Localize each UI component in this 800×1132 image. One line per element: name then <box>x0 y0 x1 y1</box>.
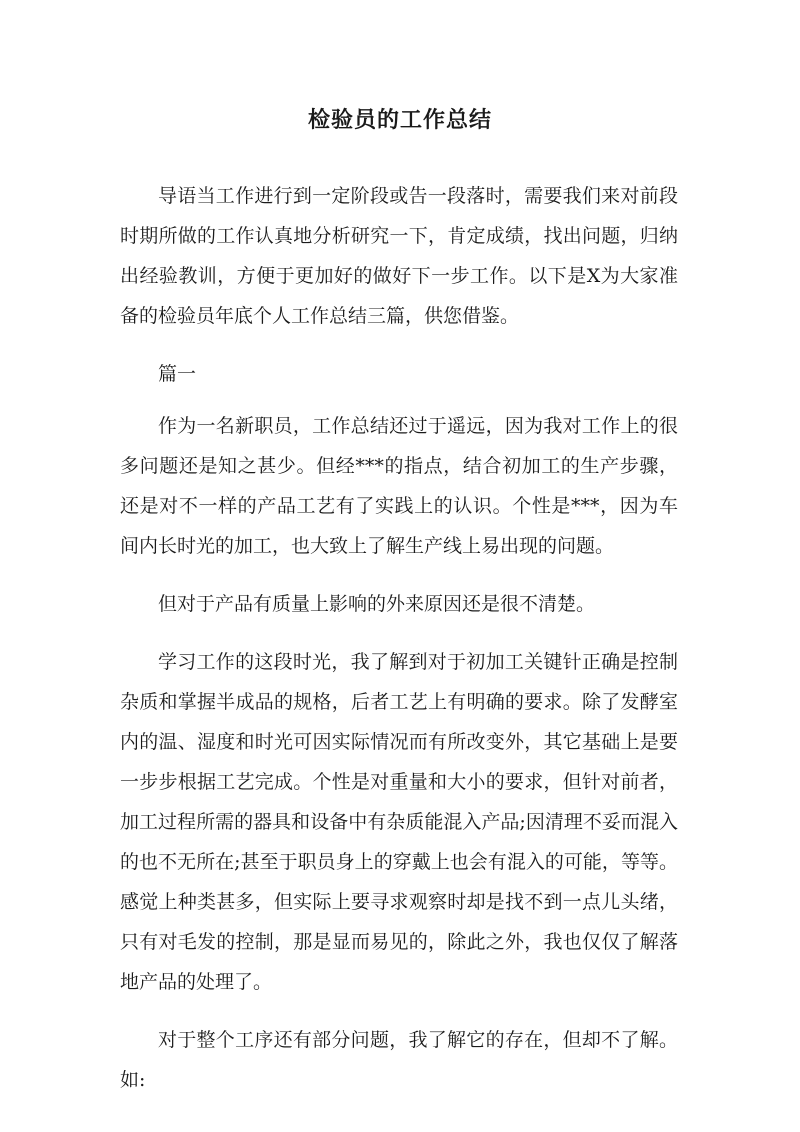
document-body <box>120 176 678 1118</box>
section-heading: 篇一 <box>158 363 197 385</box>
body-paragraph: 作为一名新职员，工作总结还过于遥远，因为我对工作上的很多问题还是知之甚少。但经***的指点，结合初加工的生产步骤，还是对不一样的产品工艺有了实践上的认识。个性是***，因为车间内长时光的加工，也大致上了解生产线上易出现的问题。 <box>120 415 678 557</box>
body-paragraph: 但对于产品有质量上影响的外来原因还是很不清楚。 <box>158 593 596 615</box>
body-paragraph: 学习工作的这段时光，我了解到对于初加工关键针正确是控制杂质和掌握半成品的规格，后者工艺上有明确的要求。除了发酵室内的温、湿度和时光可因实际情况而有所改变外，其它基础上是要一步步根据工艺完成。个性是对重量和大小的要求，但针对前者，加工过程所需的器具和设备中有杂质能混入产品;因清理不妥而混入的也不无所在;甚至于职员身上的穿戴上也会有混入的可能，等等。感觉上种类甚多，但实际上要寻求观察时却是找不到一点儿头绪，只有对毛发的控制，那是显而易见的，除此之外，我也仅仅了解落地产品的处理了。 <box>120 651 678 993</box>
document-title: 检验员的工作总结 <box>307 107 492 133</box>
body-paragraph: 对于整个工序还有部分问题，我了解它的存在，但却不了解。如: <box>120 1029 678 1091</box>
intro-paragraph: 导语当工作进行到一定阶段或告一段落时，需要我们来对前段时期所做的工作认真地分析研究一下，肯定成绩，找出问题，归纳出经验教训，方便于更加好的做好下一步工作。以下是X为大家准备的检验员年底个人工作总结三篇，供您借鉴。 <box>120 185 678 327</box>
